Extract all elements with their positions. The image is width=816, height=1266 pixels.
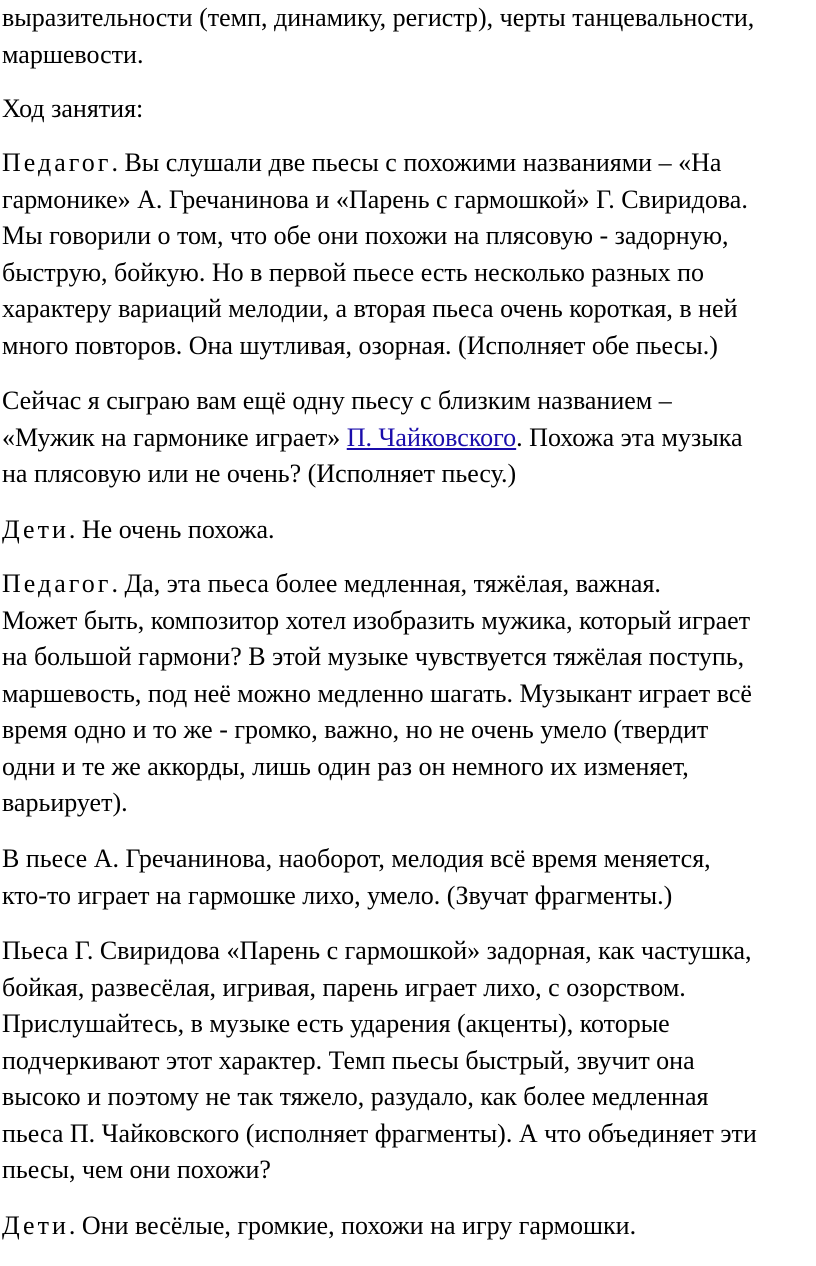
text-segment: быструю, бойкую. Но в первой пьесе есть несколько разных по bbox=[2, 257, 705, 287]
paragraph bbox=[2, 933, 757, 1189]
text-segment: маршевости. bbox=[2, 39, 144, 69]
paragraph bbox=[2, 566, 752, 822]
text-segment: на плясовую или не очень? (Исполняет пьесу.) bbox=[2, 459, 517, 488]
text-segment: «Мужик на гармонике играет» bbox=[2, 422, 347, 452]
text-segment: . Вы слушали две пьесы с похожими названиями – «На bbox=[111, 148, 722, 177]
text-line bbox=[2, 1208, 636, 1245]
paragraph bbox=[2, 145, 748, 364]
paragraph bbox=[2, 383, 743, 493]
text-line bbox=[2, 1079, 757, 1116]
text-segment: пьесы, чем они похожи? bbox=[2, 1155, 271, 1184]
text-segment: высоко и поэтому не так тяжело, разудало, как более медленная bbox=[2, 1082, 709, 1111]
speaker-label: Педагог bbox=[2, 569, 112, 598]
speaker-label: Педагог bbox=[2, 148, 112, 177]
text-segment: . Они весёлые, громкие, похожи на игру гармошки. bbox=[68, 1211, 637, 1240]
text-line bbox=[2, 970, 757, 1007]
speaker-label: Дети bbox=[2, 1211, 69, 1240]
text-segment: В пьесе А. Гречанинова, наоборот, мелодия всё время меняется, bbox=[2, 844, 711, 873]
text-line bbox=[2, 1043, 757, 1080]
text-line bbox=[2, 933, 757, 970]
paragraph bbox=[2, 841, 711, 914]
paragraph bbox=[2, 91, 143, 128]
composer-link[interactable]: П. Чайковского bbox=[346, 422, 517, 452]
text-segment: выразительности (темп, динамику, регистр), черты танцевальности, bbox=[2, 3, 755, 32]
text-segment: характеру вариаций мелодии, а вторая пьеса очень короткая, в ней bbox=[2, 294, 738, 323]
text-segment: Пьеса Г. Свиридова «Парень с гармошкой» задорная, как частушка, bbox=[2, 936, 752, 965]
text-line bbox=[2, 218, 748, 255]
text-line bbox=[2, 1006, 757, 1043]
text-line bbox=[2, 420, 743, 457]
text-segment: гармонике» А. Гречанинова и «Парень с гармошкой» Г. Свиридова. bbox=[2, 184, 748, 214]
text-line bbox=[2, 383, 743, 420]
text-line bbox=[2, 328, 748, 365]
text-line bbox=[2, 456, 743, 493]
text-segment: Ход занятия: bbox=[2, 94, 144, 123]
text-line bbox=[2, 145, 748, 182]
paragraph bbox=[2, 512, 275, 549]
text-line bbox=[2, 291, 748, 328]
text-segment: на большой гармони? В этой музыке чувствуется тяжёлая поступь, bbox=[2, 642, 745, 671]
text-line bbox=[2, 841, 711, 878]
text-segment: . Не очень похожа. bbox=[68, 515, 275, 544]
text-segment: много повторов. Она шутливая, озорная. (Исполняет обе пьесы.) bbox=[2, 330, 718, 360]
text-line bbox=[2, 1152, 757, 1189]
text-line bbox=[2, 749, 752, 786]
text-line bbox=[2, 566, 752, 603]
paragraph bbox=[2, 1208, 636, 1245]
text-segment: подчеркивают этот характер. Темп пьесы быстрый, звучит она bbox=[2, 1045, 695, 1075]
text-line bbox=[2, 0, 754, 37]
text-line bbox=[2, 712, 752, 749]
paragraph bbox=[2, 0, 754, 73]
text-line bbox=[2, 512, 275, 549]
text-segment: время одно и то же - громко, важно, но не очень умело (твердит bbox=[2, 715, 709, 744]
text-line bbox=[2, 676, 752, 713]
text-segment: . Да, эта пьеса более медленная, тяжёлая, важная. bbox=[111, 569, 661, 598]
text-line bbox=[2, 182, 748, 219]
text-segment: пьеса П. Чайковского (исполняет фрагменты). А что объединяет эти bbox=[2, 1118, 757, 1148]
text-line bbox=[2, 1116, 757, 1153]
text-line bbox=[2, 37, 754, 74]
text-line bbox=[2, 785, 752, 822]
text-segment: Прислушайтесь, в музыке есть ударения (акценты), которые bbox=[2, 1009, 670, 1038]
text-segment: Мы говорили о том, что обе они похожи на плясовую - задорную, bbox=[2, 221, 729, 250]
text-segment: маршевость, под неё можно медленно шагать. Музыкант играет всё bbox=[2, 678, 752, 708]
text-line bbox=[2, 91, 143, 128]
text-segment: кто-то играет на гармошке лихо, умело. (Звучат фрагменты.) bbox=[2, 880, 673, 910]
text-segment: одни и те же аккорды, лишь один раз он немного их изменяет, bbox=[2, 751, 689, 781]
text-line bbox=[2, 639, 752, 676]
text-segment: . Похожа эта музыка bbox=[516, 422, 743, 452]
text-segment: варьирует). bbox=[2, 788, 128, 817]
speaker-label: Дети bbox=[2, 515, 69, 544]
text-segment: Сейчас я сыграю вам ещё одну пьесу с близким названием – bbox=[2, 386, 672, 415]
text-line bbox=[2, 255, 748, 292]
text-segment: Может быть, композитор хотел изобразить мужика, который играет bbox=[2, 605, 751, 635]
text-segment: бойкая, развесёлая, игривая, парень играет лихо, с озорством. bbox=[2, 972, 686, 1002]
text-line bbox=[2, 878, 711, 915]
text-line bbox=[2, 603, 752, 640]
